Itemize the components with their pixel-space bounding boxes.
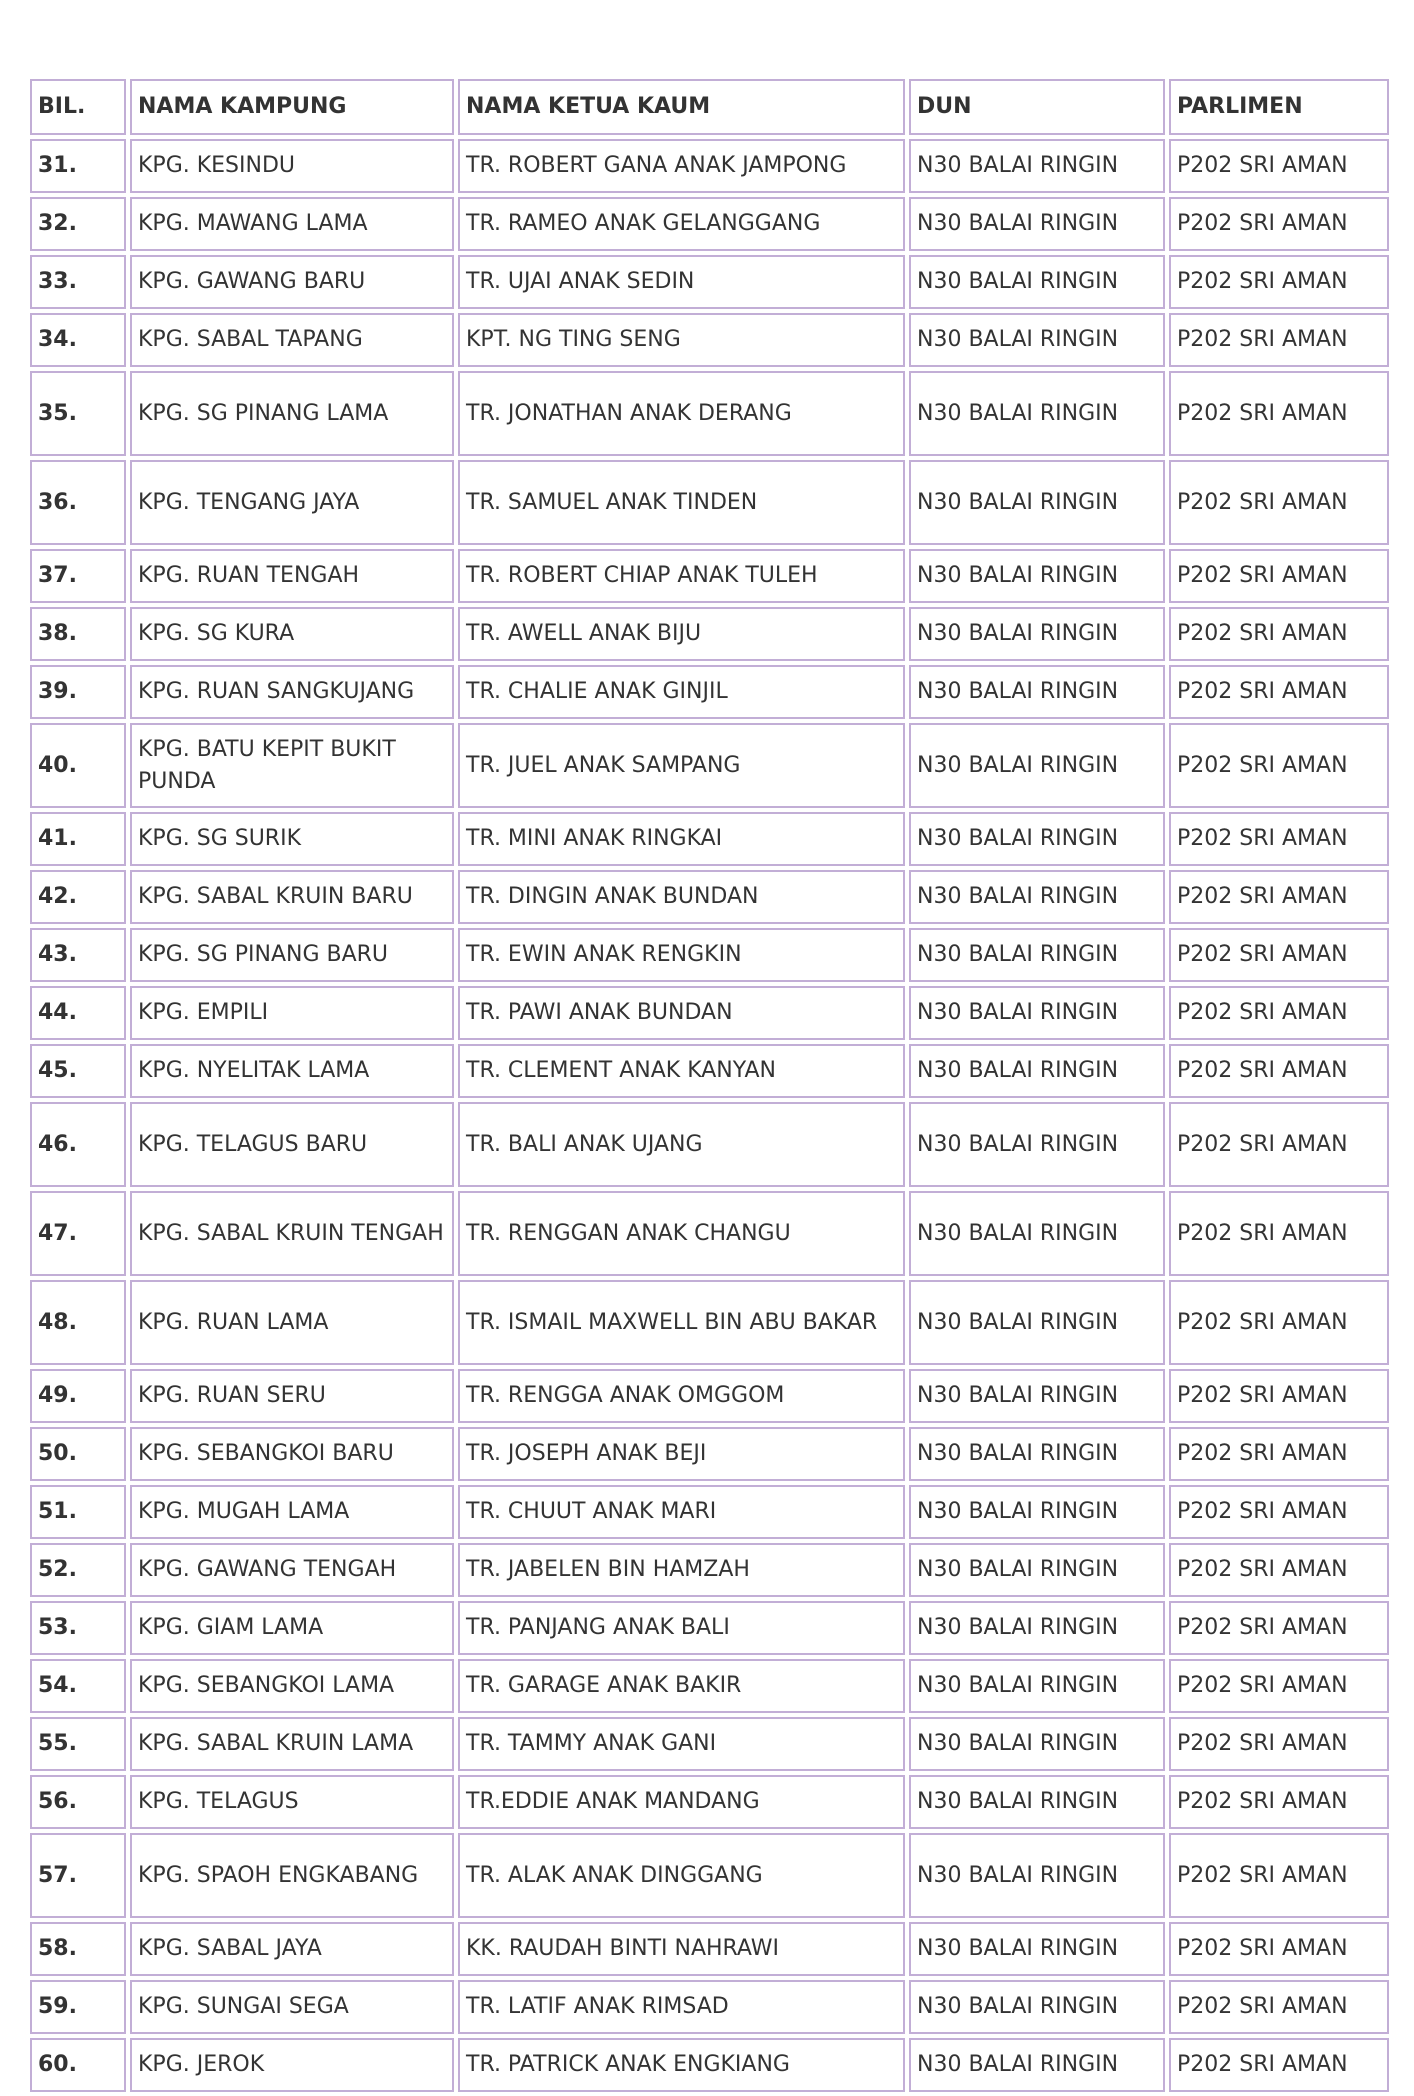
cell-nama-kampung: KPG. SABAL JAYA (130, 1922, 454, 1976)
cell-parlimen: P202 SRI AMAN (1169, 723, 1389, 808)
table-row (30, 1833, 1389, 1918)
cell-dun: N30 BALAI RINGIN (909, 1980, 1165, 2034)
cell-dun: N30 BALAI RINGIN (909, 549, 1165, 603)
cell-parlimen: P202 SRI AMAN (1169, 870, 1389, 924)
cell-nama-kampung: KPG. MAWANG LAMA (130, 197, 454, 251)
cell-dun: N30 BALAI RINGIN (909, 1717, 1165, 1771)
cell-nama-ketua-kaum: TR. BALI ANAK UJANG (458, 1102, 905, 1187)
cell-nama-kampung: KPG. SG KURA (130, 607, 454, 661)
cell-bil: 55. (30, 1717, 126, 1771)
cell-parlimen: P202 SRI AMAN (1169, 460, 1389, 545)
table-row (30, 1427, 1389, 1481)
cell-nama-ketua-kaum: TR. TAMMY ANAK GANI (458, 1717, 905, 1771)
cell-nama-kampung: KPG. RUAN LAMA (130, 1280, 454, 1365)
cell-bil: 50. (30, 1427, 126, 1481)
cell-parlimen: P202 SRI AMAN (1169, 1369, 1389, 1423)
cell-bil: 43. (30, 928, 126, 982)
cell-dun: N30 BALAI RINGIN (909, 928, 1165, 982)
table-row (30, 870, 1389, 924)
cell-parlimen: P202 SRI AMAN (1169, 1485, 1389, 1539)
table-row (30, 549, 1389, 603)
table-row (30, 371, 1389, 456)
cell-bil: 59. (30, 1980, 126, 2034)
cell-dun: N30 BALAI RINGIN (909, 1044, 1165, 1098)
cell-parlimen: P202 SRI AMAN (1169, 255, 1389, 309)
cell-dun: N30 BALAI RINGIN (909, 1922, 1165, 1976)
cell-bil: 42. (30, 870, 126, 924)
cell-bil: 37. (30, 549, 126, 603)
cell-nama-kampung: KPG. GIAM LAMA (130, 1601, 454, 1655)
cell-bil: 57. (30, 1833, 126, 1918)
cell-nama-ketua-kaum: TR. RENGGA ANAK OMGGOM (458, 1369, 905, 1423)
cell-nama-kampung: KPG. SEBANGKOI BARU (130, 1427, 454, 1481)
cell-nama-kampung: KPG. SABAL KRUIN BARU (130, 870, 454, 924)
cell-bil: 60. (30, 2038, 126, 2092)
cell-bil: 39. (30, 665, 126, 719)
cell-dun: N30 BALAI RINGIN (909, 870, 1165, 924)
cell-nama-ketua-kaum: KPT. NG TING SENG (458, 313, 905, 367)
cell-parlimen: P202 SRI AMAN (1169, 986, 1389, 1040)
cell-bil: 32. (30, 197, 126, 251)
cell-nama-kampung: KPG. SG PINANG BARU (130, 928, 454, 982)
cell-parlimen: P202 SRI AMAN (1169, 313, 1389, 367)
cell-bil: 35. (30, 371, 126, 456)
cell-nama-ketua-kaum: TR. JABELEN BIN HAMZAH (458, 1543, 905, 1597)
cell-parlimen: P202 SRI AMAN (1169, 1775, 1389, 1829)
cell-nama-ketua-kaum: TR. RENGGAN ANAK CHANGU (458, 1191, 905, 1276)
column-header-nama-ketua-kaum: NAMA KETUA KAUM (458, 79, 905, 135)
cell-nama-kampung: KPG. SPAOH ENGKABANG (130, 1833, 454, 1918)
table-body (30, 139, 1389, 2092)
cell-nama-kampung: KPG. GAWANG BARU (130, 255, 454, 309)
cell-dun: N30 BALAI RINGIN (909, 139, 1165, 193)
cell-nama-ketua-kaum: TR. GARAGE ANAK BAKIR (458, 1659, 905, 1713)
cell-nama-ketua-kaum: TR. DINGIN ANAK BUNDAN (458, 870, 905, 924)
cell-dun: N30 BALAI RINGIN (909, 1427, 1165, 1481)
cell-nama-kampung: KPG. MUGAH LAMA (130, 1485, 454, 1539)
cell-nama-kampung: KPG. BATU KEPIT BUKIT PUNDA (130, 723, 454, 808)
cell-nama-ketua-kaum: TR. SAMUEL ANAK TINDEN (458, 460, 905, 545)
cell-nama-ketua-kaum: TR.EDDIE ANAK MANDANG (458, 1775, 905, 1829)
cell-parlimen: P202 SRI AMAN (1169, 2038, 1389, 2092)
cell-nama-ketua-kaum: KK. RAUDAH BINTI NAHRAWI (458, 1922, 905, 1976)
table-header-row (30, 79, 1389, 135)
cell-parlimen: P202 SRI AMAN (1169, 1543, 1389, 1597)
cell-dun: N30 BALAI RINGIN (909, 986, 1165, 1040)
cell-parlimen: P202 SRI AMAN (1169, 549, 1389, 603)
cell-dun: N30 BALAI RINGIN (909, 1543, 1165, 1597)
column-header-dun: DUN (909, 79, 1165, 135)
cell-dun: N30 BALAI RINGIN (909, 255, 1165, 309)
cell-dun: N30 BALAI RINGIN (909, 665, 1165, 719)
cell-parlimen: P202 SRI AMAN (1169, 1659, 1389, 1713)
cell-dun: N30 BALAI RINGIN (909, 1485, 1165, 1539)
cell-parlimen: P202 SRI AMAN (1169, 1601, 1389, 1655)
cell-nama-kampung: KPG. KESINDU (130, 139, 454, 193)
table-row (30, 313, 1389, 367)
table-row (30, 2038, 1389, 2092)
cell-bil: 58. (30, 1922, 126, 1976)
cell-parlimen: P202 SRI AMAN (1169, 371, 1389, 456)
table-row (30, 1659, 1389, 1713)
cell-nama-ketua-kaum: TR. RAMEO ANAK GELANGGANG (458, 197, 905, 251)
cell-dun: N30 BALAI RINGIN (909, 2038, 1165, 2092)
cell-dun: N30 BALAI RINGIN (909, 197, 1165, 251)
cell-nama-kampung: KPG. GAWANG TENGAH (130, 1543, 454, 1597)
table-row (30, 1191, 1389, 1276)
cell-bil: 41. (30, 812, 126, 866)
cell-dun: N30 BALAI RINGIN (909, 607, 1165, 661)
table-row (30, 1543, 1389, 1597)
cell-parlimen: P202 SRI AMAN (1169, 1833, 1389, 1918)
cell-dun: N30 BALAI RINGIN (909, 1833, 1165, 1918)
cell-nama-kampung: KPG. SG PINANG LAMA (130, 371, 454, 456)
cell-nama-ketua-kaum: TR. PAWI ANAK BUNDAN (458, 986, 905, 1040)
cell-dun: N30 BALAI RINGIN (909, 812, 1165, 866)
cell-bil: 33. (30, 255, 126, 309)
cell-parlimen: P202 SRI AMAN (1169, 1980, 1389, 2034)
cell-dun: N30 BALAI RINGIN (909, 1659, 1165, 1713)
cell-parlimen: P202 SRI AMAN (1169, 1102, 1389, 1187)
cell-nama-ketua-kaum: TR. PANJANG ANAK BALI (458, 1601, 905, 1655)
cell-nama-ketua-kaum: TR. PATRICK ANAK ENGKIANG (458, 2038, 905, 2092)
cell-nama-ketua-kaum: TR. CHUUT ANAK MARI (458, 1485, 905, 1539)
cell-nama-ketua-kaum: TR. JOSEPH ANAK BEJI (458, 1427, 905, 1481)
table-row (30, 1280, 1389, 1365)
table-row (30, 1775, 1389, 1829)
cell-dun: N30 BALAI RINGIN (909, 460, 1165, 545)
cell-parlimen: P202 SRI AMAN (1169, 1280, 1389, 1365)
cell-nama-ketua-kaum: TR. CHALIE ANAK GINJIL (458, 665, 905, 719)
cell-dun: N30 BALAI RINGIN (909, 313, 1165, 367)
table-row (30, 1485, 1389, 1539)
cell-nama-kampung: KPG. EMPILI (130, 986, 454, 1040)
cell-nama-ketua-kaum: TR. AWELL ANAK BIJU (458, 607, 905, 661)
cell-nama-kampung: KPG. RUAN SANGKUJANG (130, 665, 454, 719)
cell-dun: N30 BALAI RINGIN (909, 723, 1165, 808)
column-header-bil: BIL. (30, 79, 126, 135)
cell-bil: 36. (30, 460, 126, 545)
cell-bil: 40. (30, 723, 126, 808)
cell-nama-kampung: KPG. TENGANG JAYA (130, 460, 454, 545)
table-row (30, 1369, 1389, 1423)
cell-nama-kampung: KPG. SABAL KRUIN TENGAH (130, 1191, 454, 1276)
cell-bil: 31. (30, 139, 126, 193)
table-row (30, 139, 1389, 193)
cell-dun: N30 BALAI RINGIN (909, 1775, 1165, 1829)
table-row (30, 1601, 1389, 1655)
cell-bil: 54. (30, 1659, 126, 1713)
cell-bil: 47. (30, 1191, 126, 1276)
table-row (30, 607, 1389, 661)
cell-nama-kampung: KPG. SEBANGKOI LAMA (130, 1659, 454, 1713)
column-header-nama-kampung: NAMA KAMPUNG (130, 79, 454, 135)
table-row (30, 460, 1389, 545)
table-row (30, 1980, 1389, 2034)
cell-nama-ketua-kaum: TR. ALAK ANAK DINGGANG (458, 1833, 905, 1918)
cell-parlimen: P202 SRI AMAN (1169, 665, 1389, 719)
cell-nama-kampung: KPG. SABAL KRUIN LAMA (130, 1717, 454, 1771)
table-row (30, 1044, 1389, 1098)
cell-parlimen: P202 SRI AMAN (1169, 139, 1389, 193)
table-row (30, 986, 1389, 1040)
cell-parlimen: P202 SRI AMAN (1169, 812, 1389, 866)
cell-dun: N30 BALAI RINGIN (909, 371, 1165, 456)
village-head-table (26, 75, 1393, 2096)
cell-bil: 46. (30, 1102, 126, 1187)
cell-nama-kampung: KPG. RUAN SERU (130, 1369, 454, 1423)
cell-dun: N30 BALAI RINGIN (909, 1191, 1165, 1276)
cell-bil: 44. (30, 986, 126, 1040)
cell-bil: 48. (30, 1280, 126, 1365)
cell-nama-kampung: KPG. TELAGUS BARU (130, 1102, 454, 1187)
cell-bil: 53. (30, 1601, 126, 1655)
cell-bil: 45. (30, 1044, 126, 1098)
cell-nama-ketua-kaum: TR. JUEL ANAK SAMPANG (458, 723, 905, 808)
table-row (30, 255, 1389, 309)
cell-nama-ketua-kaum: TR. MINI ANAK RINGKAI (458, 812, 905, 866)
cell-dun: N30 BALAI RINGIN (909, 1102, 1165, 1187)
cell-bil: 38. (30, 607, 126, 661)
cell-nama-ketua-kaum: TR. JONATHAN ANAK DERANG (458, 371, 905, 456)
cell-nama-ketua-kaum: TR. ROBERT CHIAP ANAK TULEH (458, 549, 905, 603)
cell-nama-ketua-kaum: TR. ISMAIL MAXWELL BIN ABU BAKAR (458, 1280, 905, 1365)
cell-bil: 51. (30, 1485, 126, 1539)
cell-nama-kampung: KPG. SUNGAI SEGA (130, 1980, 454, 2034)
cell-nama-kampung: KPG. SABAL TAPANG (130, 313, 454, 367)
cell-parlimen: P202 SRI AMAN (1169, 1922, 1389, 1976)
table-row (30, 197, 1389, 251)
cell-nama-ketua-kaum: TR. ROBERT GANA ANAK JAMPONG (458, 139, 905, 193)
cell-nama-ketua-kaum: TR. CLEMENT ANAK KANYAN (458, 1044, 905, 1098)
table-row (30, 1102, 1389, 1187)
table-row (30, 1922, 1389, 1976)
cell-nama-kampung: KPG. TELAGUS (130, 1775, 454, 1829)
cell-nama-kampung: KPG. JEROK (130, 2038, 454, 2092)
cell-parlimen: P202 SRI AMAN (1169, 197, 1389, 251)
table-row (30, 928, 1389, 982)
cell-parlimen: P202 SRI AMAN (1169, 1191, 1389, 1276)
cell-nama-ketua-kaum: TR. EWIN ANAK RENGKIN (458, 928, 905, 982)
column-header-parlimen: PARLIMEN (1169, 79, 1389, 135)
cell-dun: N30 BALAI RINGIN (909, 1280, 1165, 1365)
cell-nama-kampung: KPG. RUAN TENGAH (130, 549, 454, 603)
cell-nama-kampung: KPG. NYELITAK LAMA (130, 1044, 454, 1098)
cell-nama-ketua-kaum: TR. UJAI ANAK SEDIN (458, 255, 905, 309)
cell-parlimen: P202 SRI AMAN (1169, 607, 1389, 661)
cell-parlimen: P202 SRI AMAN (1169, 1427, 1389, 1481)
table-row (30, 665, 1389, 719)
cell-parlimen: P202 SRI AMAN (1169, 1717, 1389, 1771)
cell-dun: N30 BALAI RINGIN (909, 1601, 1165, 1655)
cell-nama-kampung: KPG. SG SURIK (130, 812, 454, 866)
cell-parlimen: P202 SRI AMAN (1169, 928, 1389, 982)
cell-bil: 52. (30, 1543, 126, 1597)
table-row (30, 1717, 1389, 1771)
cell-bil: 56. (30, 1775, 126, 1829)
cell-dun: N30 BALAI RINGIN (909, 1369, 1165, 1423)
table-row (30, 723, 1389, 808)
cell-nama-ketua-kaum: TR. LATIF ANAK RIMSAD (458, 1980, 905, 2034)
table-row (30, 812, 1389, 866)
cell-bil: 34. (30, 313, 126, 367)
cell-parlimen: P202 SRI AMAN (1169, 1044, 1389, 1098)
cell-bil: 49. (30, 1369, 126, 1423)
